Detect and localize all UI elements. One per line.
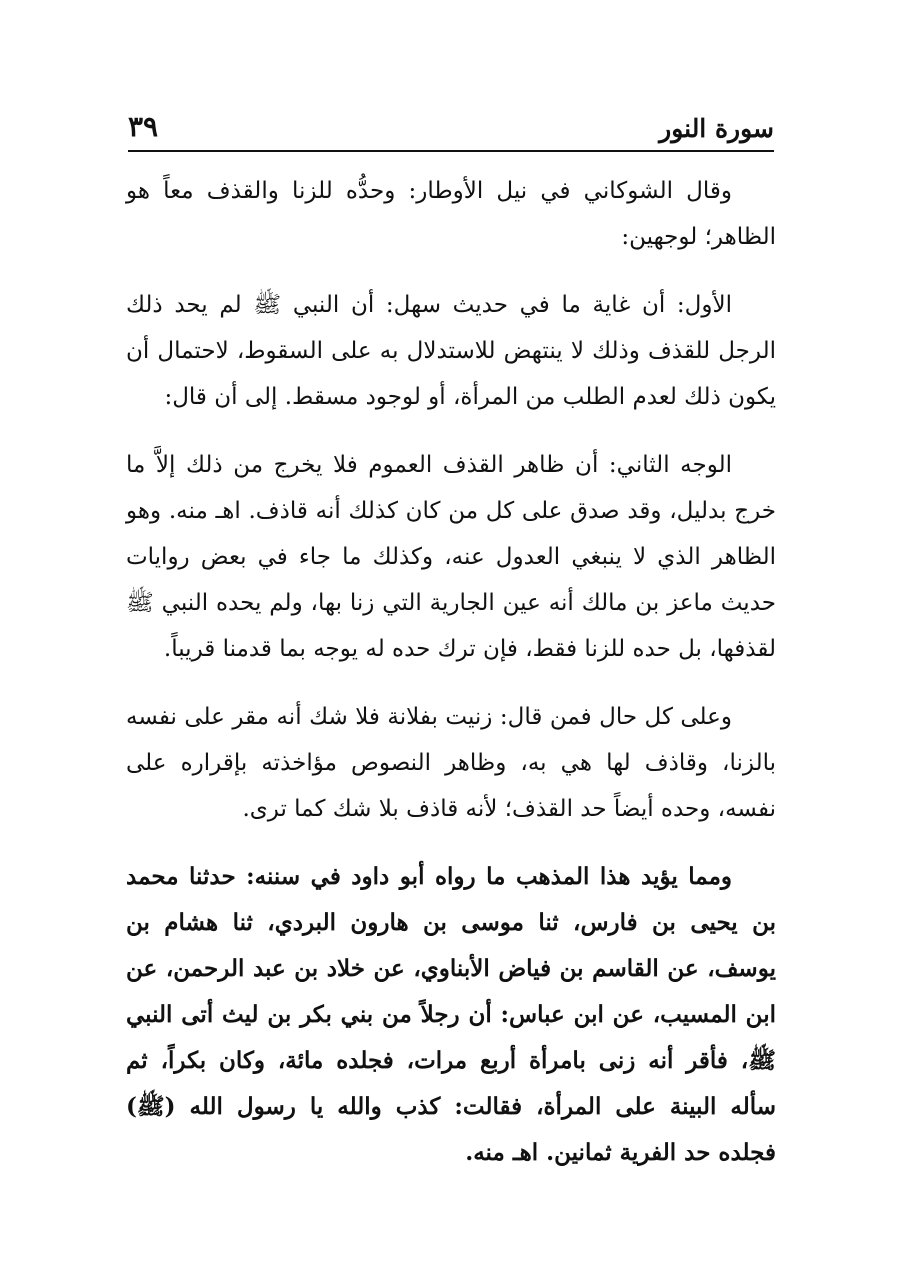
paragraph-conclusion: وعلى كل حال فمن قال: زنيت بفلانة فلا شك أنه مقر على نفسه بالزنا، وقاذف لها هي به، وظاهر النصوص مؤاخذته بإقراره على نفسه، وحده أيضاً حد القذف؛ لأنه قاذف بلا شك كما ترى. <box>126 704 776 822</box>
page-body <box>126 168 776 1176</box>
paragraph-abu-dawud-hadith: ومما يؤيد هذا المذهب ما رواه أبو داود في سننه: حدثنا محمد بن يحيى بن فارس، ثنا موسى بن هارون البردي، ثنا هشام بن يوسف، عن القاسم بن فياض الأبناوي، عن خلاد بن عبد الرحمن، عن ابن المسيب، عن ابن عباس: أن رجلاً من بني بكر بن ليث أتى النبي ﷺ، فأقر أنه زنى بامرأة أربع مرات، فجلده مائة، وكان بكراً، ثم سأله البينة على المرأة، فقالت: كذب والله يا رسول الله (ﷺ) فجلده حد الفرية ثمانين. اهـ منه. <box>126 863 776 1166</box>
running-title: سورة النور <box>659 114 774 143</box>
paragraph-first-reason: الأول: أن غاية ما في حديث سهل: أن النبي ﷺ لم يحد ذلك الرجل للقذف وذلك لا ينتهض للاستدلال به على السقوط، لاحتمال أن يكون ذلك لعدم الطلب من المرأة، أو لوجود مسقط. إلى أن قال: <box>126 292 776 410</box>
page-header <box>128 106 774 150</box>
page-number: ٣٩ <box>128 110 159 143</box>
header-divider <box>128 150 774 152</box>
paragraph-second-reason: الوجه الثاني: أن ظاهر القذف العموم فلا يخرج من ذلك إلاَّ ما خرج بدليل، وقد صدق على كل من كان كذلك أنه قاذف. اهـ منه. وهو الظاهر الذي لا ينبغي العدول عنه، وكذلك ما جاء في بعض روايات حديث ماعز بن مالك أنه عين الجارية التي زنا بها، ولم يحده النبي ﷺ لقذفها، بل حده للزنا فقط، فإن ترك حده له يوجه بما قدمنا قريباً. <box>126 452 776 662</box>
paragraph-shawkani-quote: وقال الشوكاني في نيل الأوطار: وحدُّه للزنا والقذف معاً هو الظاهر؛ لوجهين: <box>126 178 776 250</box>
